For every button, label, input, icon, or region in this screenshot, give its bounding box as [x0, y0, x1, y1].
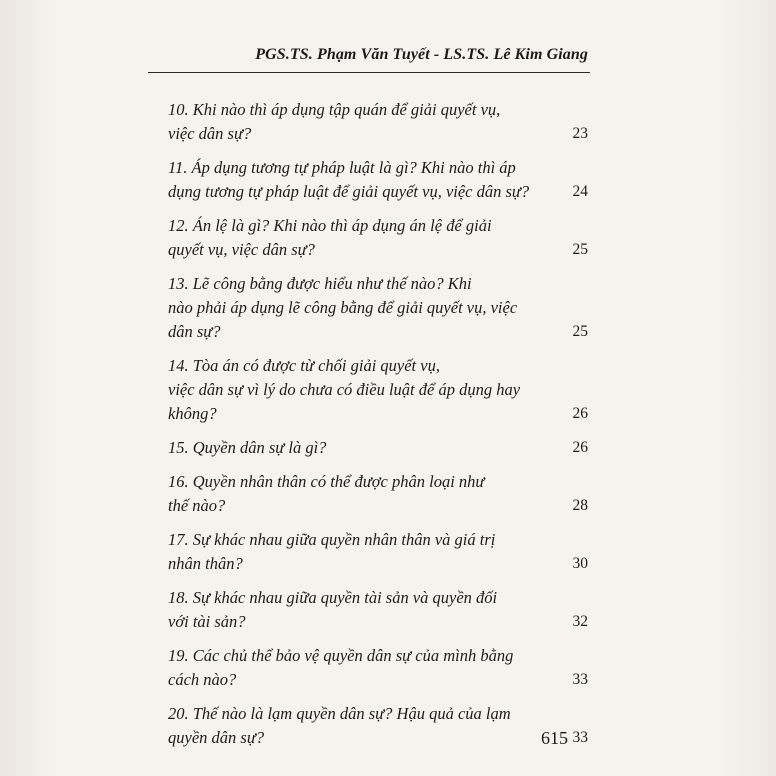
toc-entry-line: việc dân sự?: [168, 124, 252, 143]
toc-entry: [168, 98, 588, 146]
toc-entry-page: 23: [572, 125, 588, 142]
toc-entry: [168, 702, 588, 750]
toc-entry: [168, 470, 588, 518]
toc-entry: [168, 214, 588, 262]
running-header: PGS.TS. Phạm Văn Tuyết - LS.TS. Lê Kim Giang: [255, 46, 588, 63]
toc-entry: [168, 436, 588, 460]
toc-entry-page: 26: [572, 405, 588, 422]
toc-entry: [168, 644, 588, 692]
toc-entry-line: 10. Khi nào thì áp dụng tập quán để giải quyết vụ,: [168, 100, 501, 119]
toc-entry: [168, 272, 588, 344]
toc-entry: [168, 586, 588, 634]
toc-entry-line: 18. Sự khác nhau giữa quyền tài sản và quyền đối: [168, 588, 498, 607]
toc-entry-page: 26: [572, 439, 588, 456]
toc-entry-page: 25: [572, 241, 588, 258]
toc-entry-line: 20. Thế nào là lạm quyền dân sự? Hậu quả của lạm: [168, 704, 511, 723]
toc-entry-line: quyết vụ, việc dân sự?: [168, 240, 315, 259]
toc-entry: [168, 156, 588, 204]
toc-entry-line: nào phải áp dụng lẽ công bằng để giải quyết vụ, việc: [168, 298, 518, 317]
toc-entry-page: 32: [572, 613, 588, 630]
page-number: 615: [541, 728, 568, 748]
toc-entry-line: cách nào?: [168, 670, 237, 689]
toc-entry-page: 33: [572, 729, 588, 746]
toc-entry: [168, 528, 588, 576]
toc-entry-line: 19. Các chủ thể bảo vệ quyền dân sự của mình bằng: [168, 646, 514, 665]
toc-entry-line: với tài sản?: [168, 612, 246, 631]
toc-entry-line: không?: [168, 404, 217, 423]
toc-entry-line: 17. Sự khác nhau giữa quyền nhân thân và giá trị: [168, 530, 496, 549]
toc-entry-line: nhân thân?: [168, 554, 243, 573]
toc-entry-line: 13. Lẽ công bằng được hiểu như thế nào? Khi: [168, 274, 472, 293]
toc-entry-line: dân sự?: [168, 322, 221, 341]
toc-entry-line: việc dân sự vì lý do chưa có điều luật để áp dụng hay: [168, 380, 521, 399]
toc-entry-line: 14. Tòa án có được từ chối giải quyết vụ,: [168, 356, 440, 375]
toc-entry-line: thế nào?: [168, 496, 226, 515]
toc-entry-page: 24: [572, 183, 588, 200]
toc-entry: [168, 354, 588, 426]
toc-entry-line: 11. Áp dụng tương tự pháp luật là gì? Khi nào thì áp: [168, 158, 516, 177]
toc-entry-page: 33: [572, 671, 588, 688]
toc-entry-line: 15. Quyền dân sự là gì?: [168, 438, 327, 457]
header-rule: [148, 72, 590, 73]
toc-entry-page: 28: [572, 497, 588, 514]
toc-entry-page: 25: [572, 323, 588, 340]
toc-entry-line: 12. Án lệ là gì? Khi nào thì áp dụng án lệ để giải: [168, 216, 492, 235]
toc-entry-line: quyền dân sự?: [168, 728, 265, 747]
toc-entry-line: 16. Quyền nhân thân có thể được phân loại như: [168, 472, 485, 491]
table-of-contents: [168, 98, 588, 750]
toc-entry-page: 30: [572, 555, 588, 572]
toc-entry-line: dụng tương tự pháp luật để giải quyết vụ, việc dân sự?: [168, 182, 530, 201]
